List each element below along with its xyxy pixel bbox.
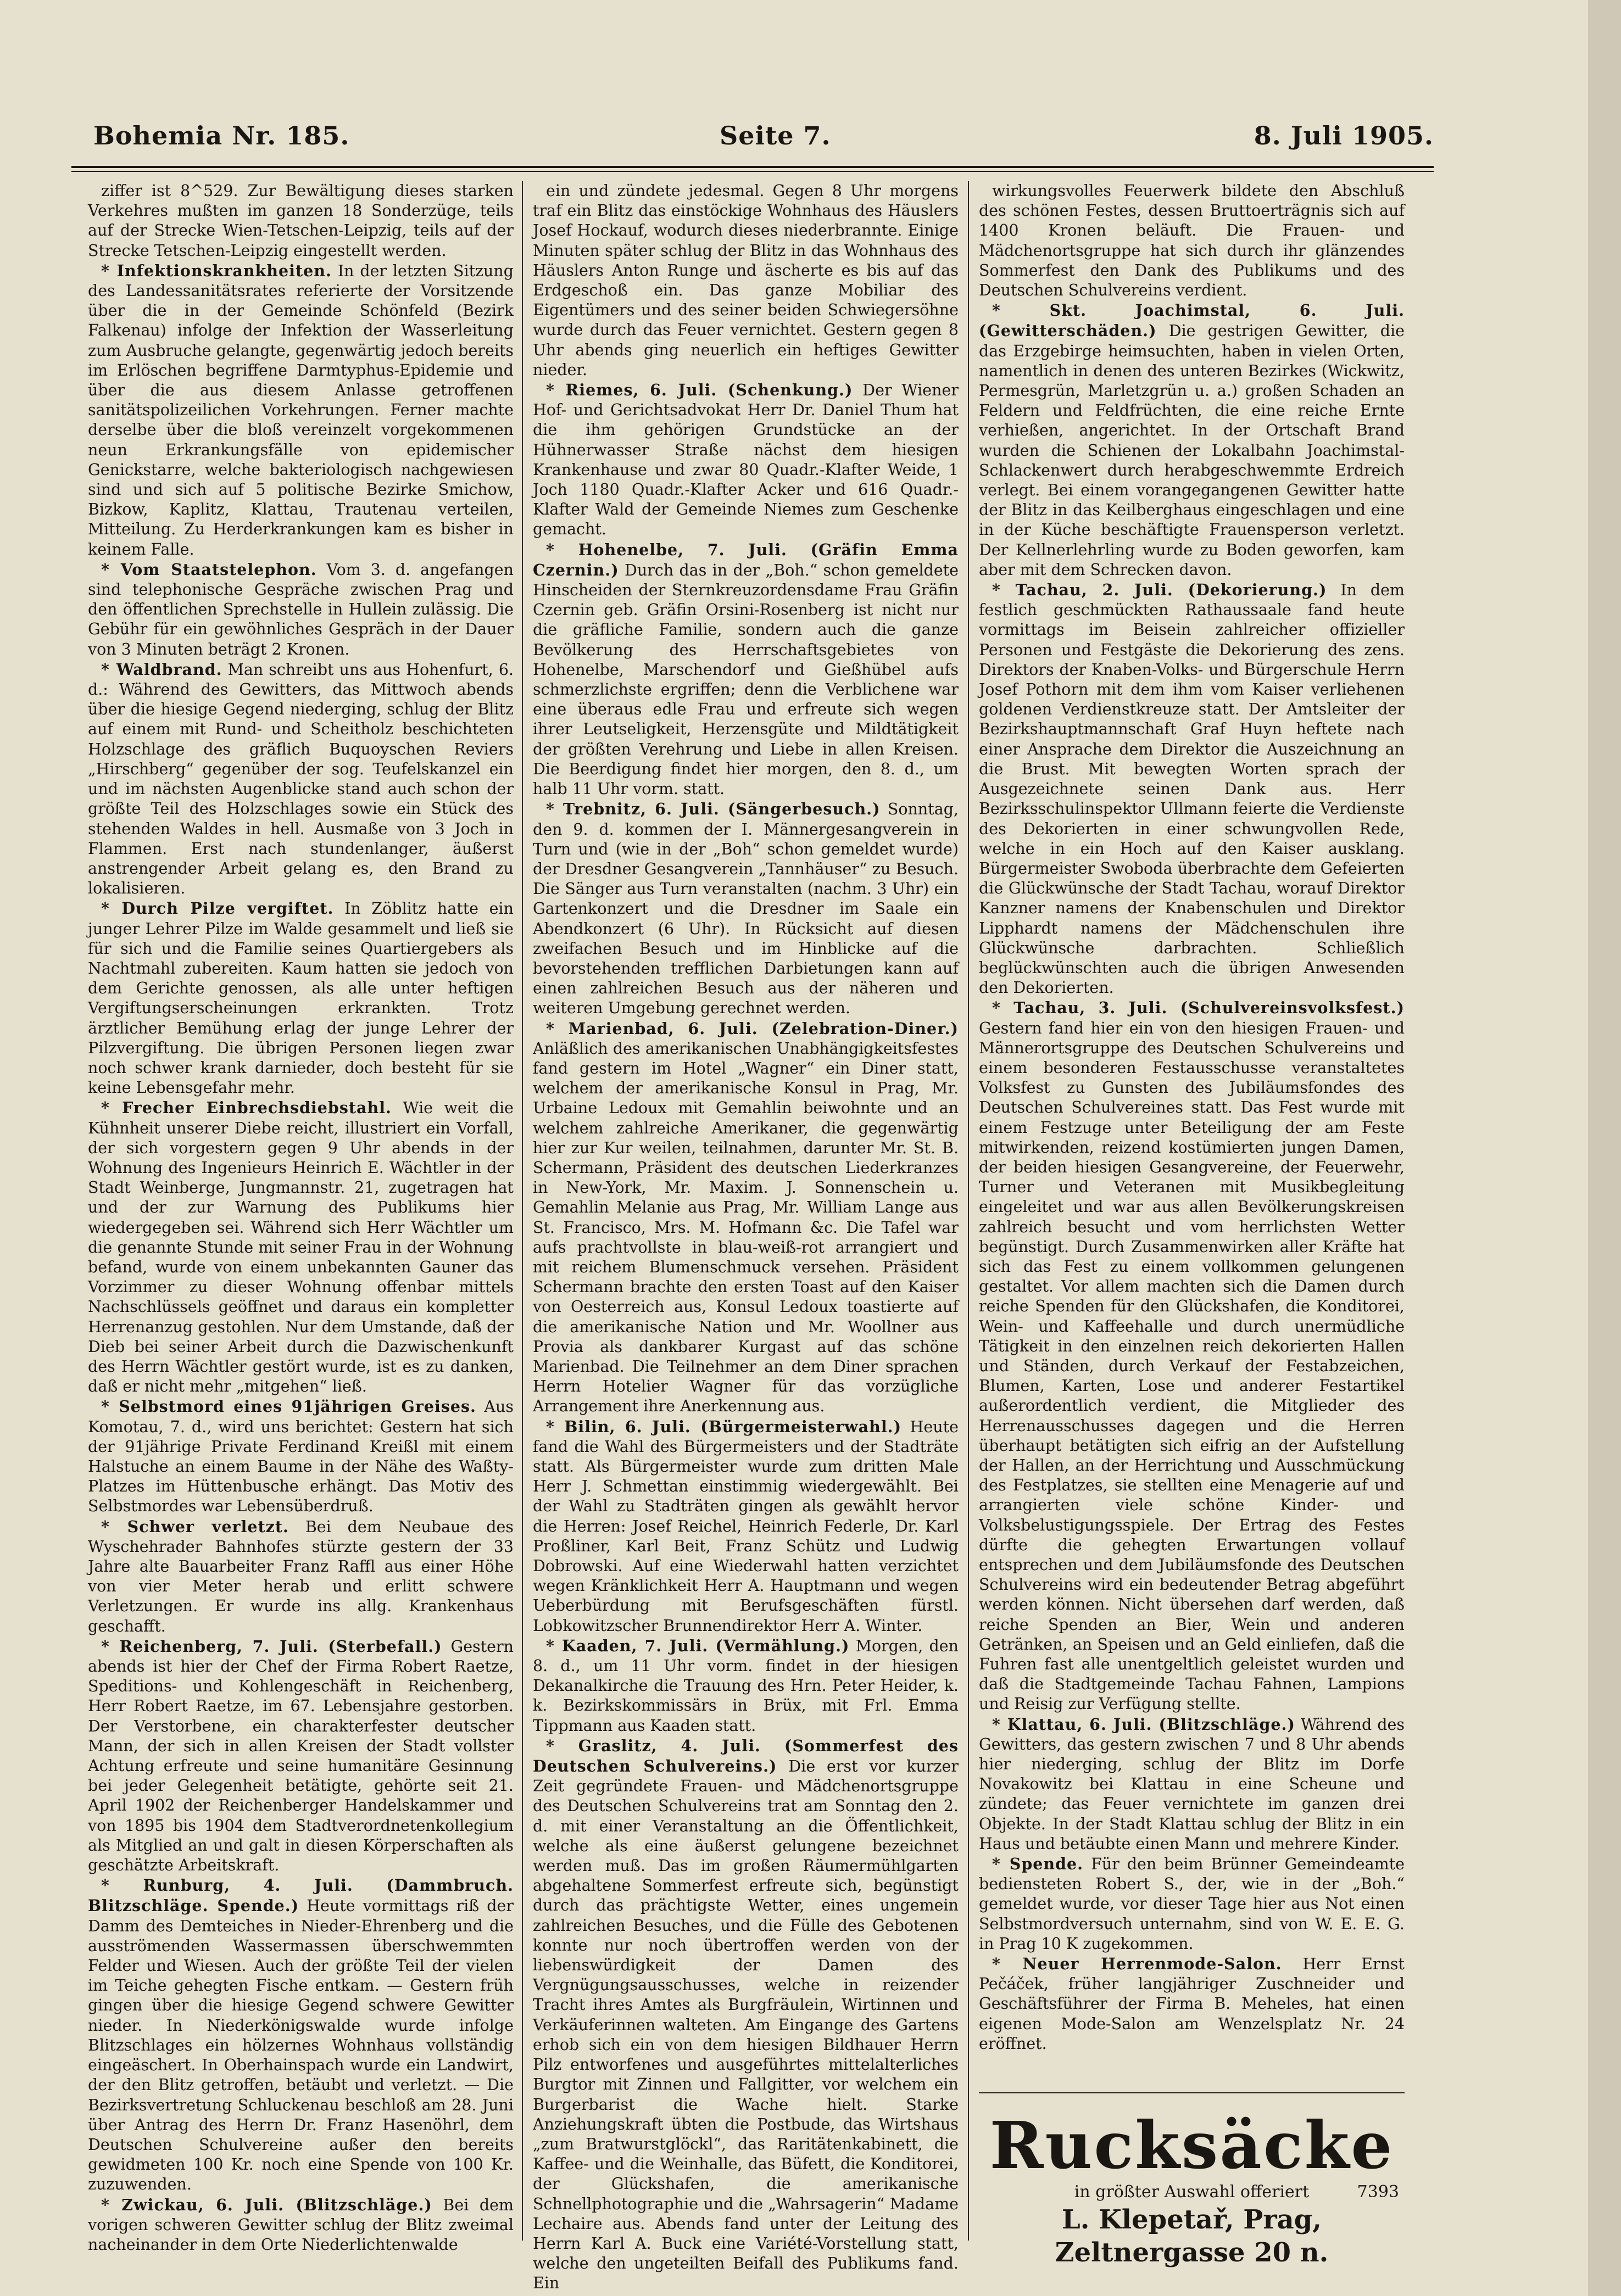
column-divider [522,181,523,2241]
article-body: In dem festlich geschmückten Rathaussaale fand heute vormittags im Beisein zahlreicher offizieller Personen und Festgäste die Dekorierung des zens. Direktors der Knaben-Volks- und Bürgerschule Herrn Josef Pothorn mit dem ihm vom Kaiser verliehenen goldenen Verdienstkreuze statt. Der Amtsleiter der Bezirkshauptmannschaft Graf Huyn heftete nach einer Ansprache dem Direktor die Auszeichnung an die Brust. Mit bewegten Worten sprach der Ausgezeichnete seinen Dank aus. Herr Bezirksschulinspektor Ullmann feierte die Verdienste des Dekorierten in einer schwungvollen Rede, welche in ein Hoch auf den Kaiser ausklang. Bürgermeister Swoboda überbrachte dem Gefeierten die Glückwünsche der Stadt Tachau, worauf Direktor Kanzner namens der Knabenschulen und Direktor Lipphardt namens der Mädchenschulen ihre Glückwünsche darbrachten. Schließlich beglückwünschten auch die übrigen Anwesenden den Dekorierten. [979,581,1405,997]
article-body: Sonntag, den 9. d. kommen der I. Männergesangverein in Turn und (wie in der „Boh“ schon gemeldet wurde) der Dresdner Gesangverein „Tannhäuser“ zu Besuch. Die Sänger aus Turn veranstalten (nachm. 3 Uhr) ein Gartenkonzert und die Dresdner im Saale ein Abendkonzert (6 Uhr). In Rücksicht auf diesen zweifachen Besuch und im Hinblicke auf die bevorstehenden trefflichen Darbietungen kann auf einen zahlreichen Besuch aus der näheren und weiteren Umgebung gerechnet werden. [533,800,959,1018]
article [533,799,959,1018]
article-body: In der letzten Sitzung des Landessanitätsrates referierte der Vorsitzende über die in der Gemeinde Schönfeld (Bezirk Falkenau) infolge der Infektion der Wasserleitung zum Ausbruche gelangte, gegenwärtig jedoch bereits im Erlöschen begriffene Darmtyphus-Epidemie und über die aus diesem Anlasse getroffenen sanitätspolizeilichen Vorkehrungen. Ferner machte derselbe über die bloß vereinzelt vorgekommenen neun Erkrankungsfälle von epidemischer Genickstarre, welche bakteriologisch nachgewiesen sind und sich auf 5 politische Bezirke Smichow, Bizkow, Kaplitz, Klattau, Trautenau verteilen, Mitteilung. Zu Herderkrankungen kam es bisher in keinem Falle. [88,261,514,558]
article [533,540,959,800]
article-heading: * Reichenberg, 7. Juli. (Sterbefall.) [101,1636,442,1656]
article [533,380,959,540]
article-heading: * Skt. Joachimstal, 6. Juli. (Gewitterschäden.) [979,301,1405,340]
column-divider [968,181,969,2241]
article [979,1714,1405,1854]
article-heading: * Graslitz, 4. Juli. (Sommerfest des Deutschen Schulvereins.) [533,1736,959,1776]
article [533,1736,959,2294]
article-heading: * Tachau, 2. Juli. (Dekorierung.) [992,580,1327,600]
article-body: ein und zündete jedesmal. Gegen 8 Uhr morgens traf ein Blitz das einstöckige Wohnhaus des Häuslers Josef Hockauf, wodurch dieses niederbrannte. Einige Minuten später schlug der Blitz in das Wohnhaus des Häuslers Anton Runge und äscherte es bis auf das Erdgeschoß ein. Das ganze Mobiliar des Eigentümers und des seiner beiden Schwiegersöhne wurde durch das Feuer vernichtet. Gestern gegen 8 Uhr abends ging neuerlich ein heftiges Gewitter nieder. [533,182,959,379]
article-heading: * Zwickau, 6. Juli. (Blitzschläge.) [101,2195,432,2214]
article [533,181,959,380]
article-body: Aus Komotau, 7. d., wird uns berichtet: Gestern hat sich der 91jährige Private Ferdinand Kreißl mit einem Halstuche an einem Baume in der Nähe des Waßty-Platzes im Hüttenbusche erhängt. Das Motiv des Selbstmordes war Lebensüberdruß. [88,1398,514,1516]
ad-address: L. Klepetař, Prag, Zeltnergasse 20 n. [1055,2204,1329,2269]
article [88,1396,514,1516]
issue-date: 8. Juli 1905. [1254,121,1434,150]
article [533,1417,959,1636]
article-body: wirkungsvolles Feuerwerk bildete den Abschluß des schönen Festes, dessen Bruttoerträgnis sich auf 1400 Kronen beläuft. Die Frauen- und Mädchenortsgruppe hat sich durch ihr glänzendes Sommerfest den Dank des Publikums und des Deutschen Schulvereins verdient. [979,182,1405,300]
article-body: Vom 3. d. angefangen sind telephonische Gespräche zwischen Prag und den öffentlichen Sprechstelle in Hullein zulässig. Die Gebühr für ein gewöhnliches Gespräch in der Dauer von 3 Minuten beträgt 2 Kronen. [88,560,514,658]
article-heading: * Durch Pilze vergiftet. [101,899,334,918]
header-rule [71,166,1434,168]
article [979,580,1405,998]
article-heading: * Vom Staatstelephon. [101,560,317,579]
article-body: In Zöblitz hatte ein junger Lehrer Pilze im Walde gesammelt und ließ sie für sich und die Familie seines Quartiergebers als Nachtmahl zubereiten. Kaum hatten sie jedoch von dem Gerichte genossen, als alle unter heftigen Vergiftungserscheinungen erkrankten. Trotz ärztlicher Bemühung erlag der junge Lehrer der Pilzvergiftung. Die übrigen Personen liegen zwar noch schwer krank darnieder, doch besteht für sie keine Lebensgefahr mehr. [88,900,514,1097]
article-heading: * Klattau, 6. Juli. (Blitzschläge.) [992,1714,1295,1734]
column-1 [88,181,514,2254]
publication-name: Bohemia Nr. 185. [93,121,350,150]
article-heading: * Hohenelbe, 7. Juli. (Gräfin Emma Czernin.) [533,540,959,579]
article-body: Man schreibt uns aus Hohenfurt, 6. d.: Während des Gewitters, das Mittwoch abends über die hiesige Gegend niederging, schlug der Blitz auf einem mit Rund- und Scheitholz beschichteten Holzschlage des gräflich Buquoyschen Reviers „Hirschberg“ gegenüber der sog. Teufelskanzel ein und im nächsten Augenblicke stand auch schon der größte Teil des Holzschlages sowie ein Stück des stehenden Waldes in hell. Ausmaße von 3 Joch in Flammen. Erst nach stundenlanger, äußerst anstrengender Arbeit gelang es, den Brand zu lokalisieren. [88,660,514,898]
article [88,1517,514,1636]
page-header [71,115,1434,159]
article [533,1019,959,1417]
article-heading: * Trebnitz, 6. Juli. (Sängerbesuch.) [546,800,881,819]
column-3 [979,181,1405,2269]
article-heading: * Bilin, 6. Juli. (Bürgermeisterwahl.) [546,1417,902,1436]
article [979,300,1405,580]
article-heading: * Waldbrand. [101,660,222,679]
article [88,560,514,660]
article-heading: * Marienbad, 6. Juli. (Zelebration-Diner.) [546,1019,959,1038]
article-body: Heute fand die Wahl des Bürgermeisters und der Stadträte statt. Als Bürgermeister wurde zum dritten Male Herr J. Schmettan einstimmig wiedergewählt. Bei der Wahl zu Stadträten gingen als gewählt hervor die Herren: Josef Reichel, Heinrich Federle, Dr. Karl Proßliner, Karl Beit, Franz Schütz und Ludwig Dobrowski. Auf eine Wiederwahl hatten verzichtet wegen Kränklichkeit Herr A. Hauptmann und wegen Ueberbürdung mit Berufsgeschäften fürstl. Lobkowitzscher Brunnendirektor Herr A. Winter. [533,1417,959,1635]
article-heading: * Frecher Einbrechsdiebstahl. [101,1098,392,1118]
article [88,2195,514,2255]
article-body: Während des Gewitters, das gestern zwischen 7 und 8 Uhr abends hier niederging, schlug der Blitz im Dorfe Novakowitz bei Klattau in eine Scheune und zündete; das Feuer vernichtete im ganzen drei Objekte. In der Stadt Klattau schlug der Blitz in ein Haus und betäubte einen Mann und mehrere Kinder. [979,1715,1405,1853]
article [533,1636,959,1736]
rucksack-advertisement [979,2092,1405,2269]
article [88,898,514,1098]
article [979,998,1405,1714]
newspaper-page [71,115,1566,2293]
article-heading: * Infektionskrankheiten. [101,261,332,280]
page-edge [1588,0,1621,2296]
article-body: ziffer ist 8^529. Zur Bewältigung dieses starken Verkehres mußten im ganzen 18 Sonderzüge, teils auf der Strecke Wien-Tetschen-Leipzig, teils auf der Strecke Tetschen-Leipzig eingestellt werden. [88,182,514,260]
article-body: Wie weit die Kühnheit unserer Diebe reicht, illustriert ein Vorfall, der sich vorgestern gegen 9 Uhr abends in der Wohnung des Ingenieurs Heinrich E. Wächtler in der Stadt Weinberge, Jungmannstr. 21, zugetragen hat und der zur Warnung des Publikums hier wiedergegeben sei. Während sich Herr Wächtler um die genannte Stunde mit seiner Frau in der Wohnung befand, wurde von einem unbekannten Gauner das Vorzimmer zu dieser Wohnung offenbar mittels Nachschlüssels geöffnet und daraus ein kompletter Herrenanzug gestohlen. Nur dem Umstande, daß der Dieb bei seiner Arbeit durch die Dazwischenkunft des Herrn Wächtler gestört wurde, ist es zu danken, daß er nicht mehr „mitgehen“ ließ. [88,1099,514,1396]
article [88,1875,514,2194]
article [979,1954,1405,2054]
column-2 [533,181,959,2293]
article [979,181,1405,300]
article-body: Der Wiener Hof- und Gerichtsadvokat Herr Dr. Daniel Thum hat die ihm gehörigen Grundstücke an der Hühnerwasser Straße nächst dem hiesigen Krankenhause und zwar 80 Quadr.-Klafter Weide, 1 Joch 1180 Quadr.-Klafter Acker und 616 Quadr.-Klafter Wald der Gemeinde Niemes zum Geschenke gemacht. [533,381,959,539]
article-body: Durch das in der „Boh.“ schon gemeldete Hinscheiden der Sternkreuzordensdame Frau Gräfin Czernin geb. Gräfin Orsini-Rosenberg ist nicht nur die gräfliche Familie, sondern auch die ganze Bevölkerung des Herrschaftsgebietes von Hohenelbe, Marschendorf und Gießhübel aufs schmerzlichste ergriffen; denn die Verblichene war eine überaus edle Frau und erfreute sich wegen ihrer Leutseligkeit, Herzensgüte und Mildtätigkeit der größten Verehrung und Liebe in allen Kreisen. Die Beerdigung findet hier morgen, den 8. d., um halb 11 Uhr vorm. statt. [533,561,959,798]
article-heading: * Tachau, 3. Juli. (Schulvereinsvolksfest.) [992,998,1405,1018]
article-body: Bei dem vorigen schweren Gewitter schlug der Blitz zweimal nacheinander in dem Orte Niederlichtenwalde [88,2196,514,2254]
article-body: Die erst vor kurzer Zeit gegründete Frauen- und Mädchenortsgruppe des Deutschen Schulvereins trat am Sonntag den 2. d. mit einer Veranstaltung an die Öffentlichkeit, welche als eine äußerst gelungene bezeichnet werden muß. Das im großen Räumermühlgarten abgehaltene Sommerfest erfreute sich, begünstigt durch das prächtigste Wetter, eines ungemein zahlreichen Besuches, und die Fülle des Gebotenen konnte nur noch übertroffen werden von der liebenswürdigkeit der Damen des Vergnügungsausschusses, welche in reizender Tracht ihres Amtes als Burgfräulein, Wirtinnen und Verkäuferinnen walteten. Am Eingange des Gartens erhob sich ein von dem hiesigen Bildhauer Herrn Pilz entworfenes und ausgeführtes mittelalterliches Burgtor mit Zinnen und Fallgitter, vor welchem ein Burgerbarist die Wache hielt. Starke Anziehungskraft übten die Postbude, das Wirtshaus „zum Bratwurstglöckl“, das Raritätenkabinett, die Kaffee- und die Weinhalle, das Büfett, die Konditorei, der Glückshafen, die amerikanische Schnellphotographie und die „Wahrsagerin“ Madame Lechaire aus. Abends fand unter der Leitung des Herrn Karl A. Buck eine Variété-Vorstellung statt, welche den ungeteilten Beifall des Publikums fand. Ein [533,1757,959,2293]
page-number: Seite 7. [720,121,831,150]
article [88,261,514,560]
article-body: Gestern abends ist hier der Chef der Firma Robert Raetze, Speditions- und Kohlengeschäft in Reichenberg, Herr Robert Raetze, im 67. Lebensjahre gestorben. Der Verstorbene, ein charakterfester deutscher Mann, der sich in allen Kreisen der Stadt vollster Achtung erfreute und seine humanitäre Gesinnung bei jeder Gelegenheit betätigte, gehörte seit 21. April 1902 der Reichenberger Handelskammer und von 1895 bis 1904 dem Stadtverordnetenkollegium als Mitglied an und galt in diesen Körperschaften als geschätzte Arbeitskraft. [88,1637,514,1875]
article-heading: * Spende. [992,1854,1084,1874]
article-heading: * Riemes, 6. Juli. (Schenkung.) [546,381,853,400]
article-body: Bei dem Neubaue des Wyschehrader Bahnhofes stürzte gestern der 33 Jahre alte Bauarbeiter Franz Raffl aus einer Höhe von vier Meter herab und erlitt schwere Verletzungen. Er wurde ins allg. Krankenhaus geschafft. [88,1517,514,1635]
article-heading: * Kaaden, 7. Juli. (Vermählung.) [546,1636,850,1655]
article-body: Die gestrigen Gewitter, die das Erzgebirge heimsuchten, haben in vielen Orten, namentlich in denen des unteren Bezirkes (Wickwitz, Permesgrün, Marletzgrün u. a.) großen Schaden an Feldern und Feldfrüchten, die eine reiche Ernte verhießen, angerichtet. In der Ortschaft Brand wurden die Schienen der Lokalbahn Joachimstal-Schlackenwert durch herabgeschwemmte Erdreich verlegt. Bei einem vorangegangenen Gewitter hatte der Blitz in das Keilberghaus eingeschlagen und eine in der Küche beschäftigte Frauensperson verletzt. Der Kellnerlehrling wurde zu Boden geworfen, kam aber mit dem Schrecken davon. [979,322,1405,579]
article-body: Gestern fand hier ein von den hiesigen Frauen- und Männerortsgruppe des Deutschen Schulvereins und einem besonderen Festausschusse veranstaltetes Volksfest zu Gunsten des Jubiläumsfondes des Deutschen Schulvereines statt. Das Fest wurde mit einem Festzuge unter Beteiligung der am Feste mitwirkenden, reizend kostümierten jungen Damen, der beiden hiesigen Gesangvereine, der Feuerwehr, Turner und Veteranen mit Musikbegleitung eingeleitet und war aus allen Bevölkerungskreisen zahlreich besucht und vom herrlichsten Wetter begünstigt. Durch Zusammenwirken aller Kräfte hat sich das Fest zu einem vollkommen gelungenen gestaltet. Vor allem machten sich die Damen durch reiche Spenden für den Glückshafen, die Konditorei, Wein- und Kaffeehalle und durch unermüdliche Tätigkeit in den einzelnen reich dekorierten Hallen und Ständen, durch Verkauf der Festabzeichen, Blumen, Karten, Lose und anderer Festartikel außerordentlich verdient, die Mitglieder des Herrenausschusses dagegen und die Herren überhaupt betätigten sich eifrig an der Aufstellung der Hallen, an der Herrichtung und Ausschmückung des Festplatzes, sie stellten eine Menagerie auf und arrangierten viele schöne Kinder- und Volksbelustigungsspiele. Der Ertrag des Festes dürfte die gehegten Erwartungen vollauf entsprechen und dem Jubiläumsfonde des Deutschen Schulvereins wird ein bedeutender Betrag abgeführt werden können. Nicht übersehen darf werden, daß reiche Spenden an Bier, Wein und anderen Getränken, an Speisen und an Geld einliefen, daß die Fuhren fast alle unentgeltlich geleistet wurden und daß die Stadtgemeinde Tachau Fahnen, Lampions und Reisig zur Verfügung stellte. [979,1019,1405,1713]
ad-title: Rucksäcke [989,2107,1394,2184]
article-body: Anläßlich des amerikanischen Unabhängigkeitsfestes fand gestern im Hotel „Wagner“ ein Diner statt, welchem der amerikanische Konsul in Prag, Mr. Urbaine Ledoux mit Gemahlin beiwohnte und an welchem zahlreiche Amerikaner, die gegenwärtig hier zur Kur weilen, teilnahmen, darunter Mr. St. B. Schermann, Präsident des deutschen Liederkranzes in New-York, Mr. Maxim. J. Sonnenschein u. Gemahlin Melanie aus Prag, Mr. William Lange aus St. Francisco, Mrs. M. Hofmann &c. Die Tafel war aufs prachtvollste in blau-weiß-rot arrangiert und mit reichem Blumenschmuck versehen. Präsident Schermann brachte den ersten Toast auf den Kaiser von Oesterreich aus, Konsul Ledoux toastierte auf die amerikanische Nation und Mr. Woollner aus Provia als dankbarer Kurgast auf das schöne Marienbad. Die Teilnehmer an dem Diner sprachen Herrn Hotelier Wagner für das vorzügliche Arrangement ihre Anerkennung aus. [533,1039,959,1416]
ad-reference-number: 7393 [1357,2182,1399,2202]
article [88,1636,514,1875]
article-body: Für den beim Brünner Gemeindeamte bediensteten Robert S., der, wie in der „Boh.“ gemeldet wurde, vor dieser Tage hier aus Not einen Selbstmordversuch unternahm, sind von W. E. E. G. in Prag 10 K zugekommen. [979,1855,1405,1953]
header-rule-thin [71,171,1434,172]
article [88,181,514,261]
article-heading: * Schwer verletzt. [101,1517,289,1536]
article-heading: * Runburg, 4. Juli. (Dammbruch. Blitzschläge. Spende.) [88,1876,514,1915]
article [88,1098,514,1396]
ad-subtitle: in größter Auswahl offeriert [1074,2182,1310,2202]
article-body: Herr Ernst Pečáček, früher langjähriger Zuschneider und Geschäftsführer der Firma B. Meheles, hat einen eigenen Mode-Salon am Wenzelsplatz Nr. 24 eröffnet. [979,1955,1405,2053]
article-heading: * Neuer Herrenmode-Salon. [992,1954,1282,1974]
article-body: Heute vormittags riß der Damm des Demteiches in Nieder-Ehrenberg und die ausströmenden Wassermassen überschwemmten Felder und Wiesen. Auch der größte Teil der vielen im Teiche gehegten Fische entkam. — Gestern früh gingen über die hiesige Gegend schwere Gewitter nieder. In Niederkönigswalde wurde infolge Blitzschlages ein hölzernes Wohnhaus vollständig eingeäschert. In Oberhainspach wurde ein Landwirt, der den Blitz getroffen, betäubt und verletzt. — Die Bezirksvertretung Schluckenau beschloß am 28. Juni über Antrag des Herrn Dr. Franz Hasenöhrl, dem Deutschen Schulvereine außer den bereits gewidmeten 100 Kr. noch eine Spende von 100 Kr. zuzuwenden. [88,1897,514,2194]
article [979,1854,1405,1954]
article-body: Morgen, den 8. d., um 11 Uhr vorm. findet in der hiesigen Dekanalkirche die Trauung des Hrn. Peter Heider, k. k. Bezirkskommissärs in Brüx, mit Frl. Emma Tippmann aus Kaaden statt. [533,1636,959,1735]
article-heading: * Selbstmord eines 91jährigen Greises. [101,1397,476,1416]
article [88,660,514,898]
ad-subtitle-line [979,2181,1405,2203]
